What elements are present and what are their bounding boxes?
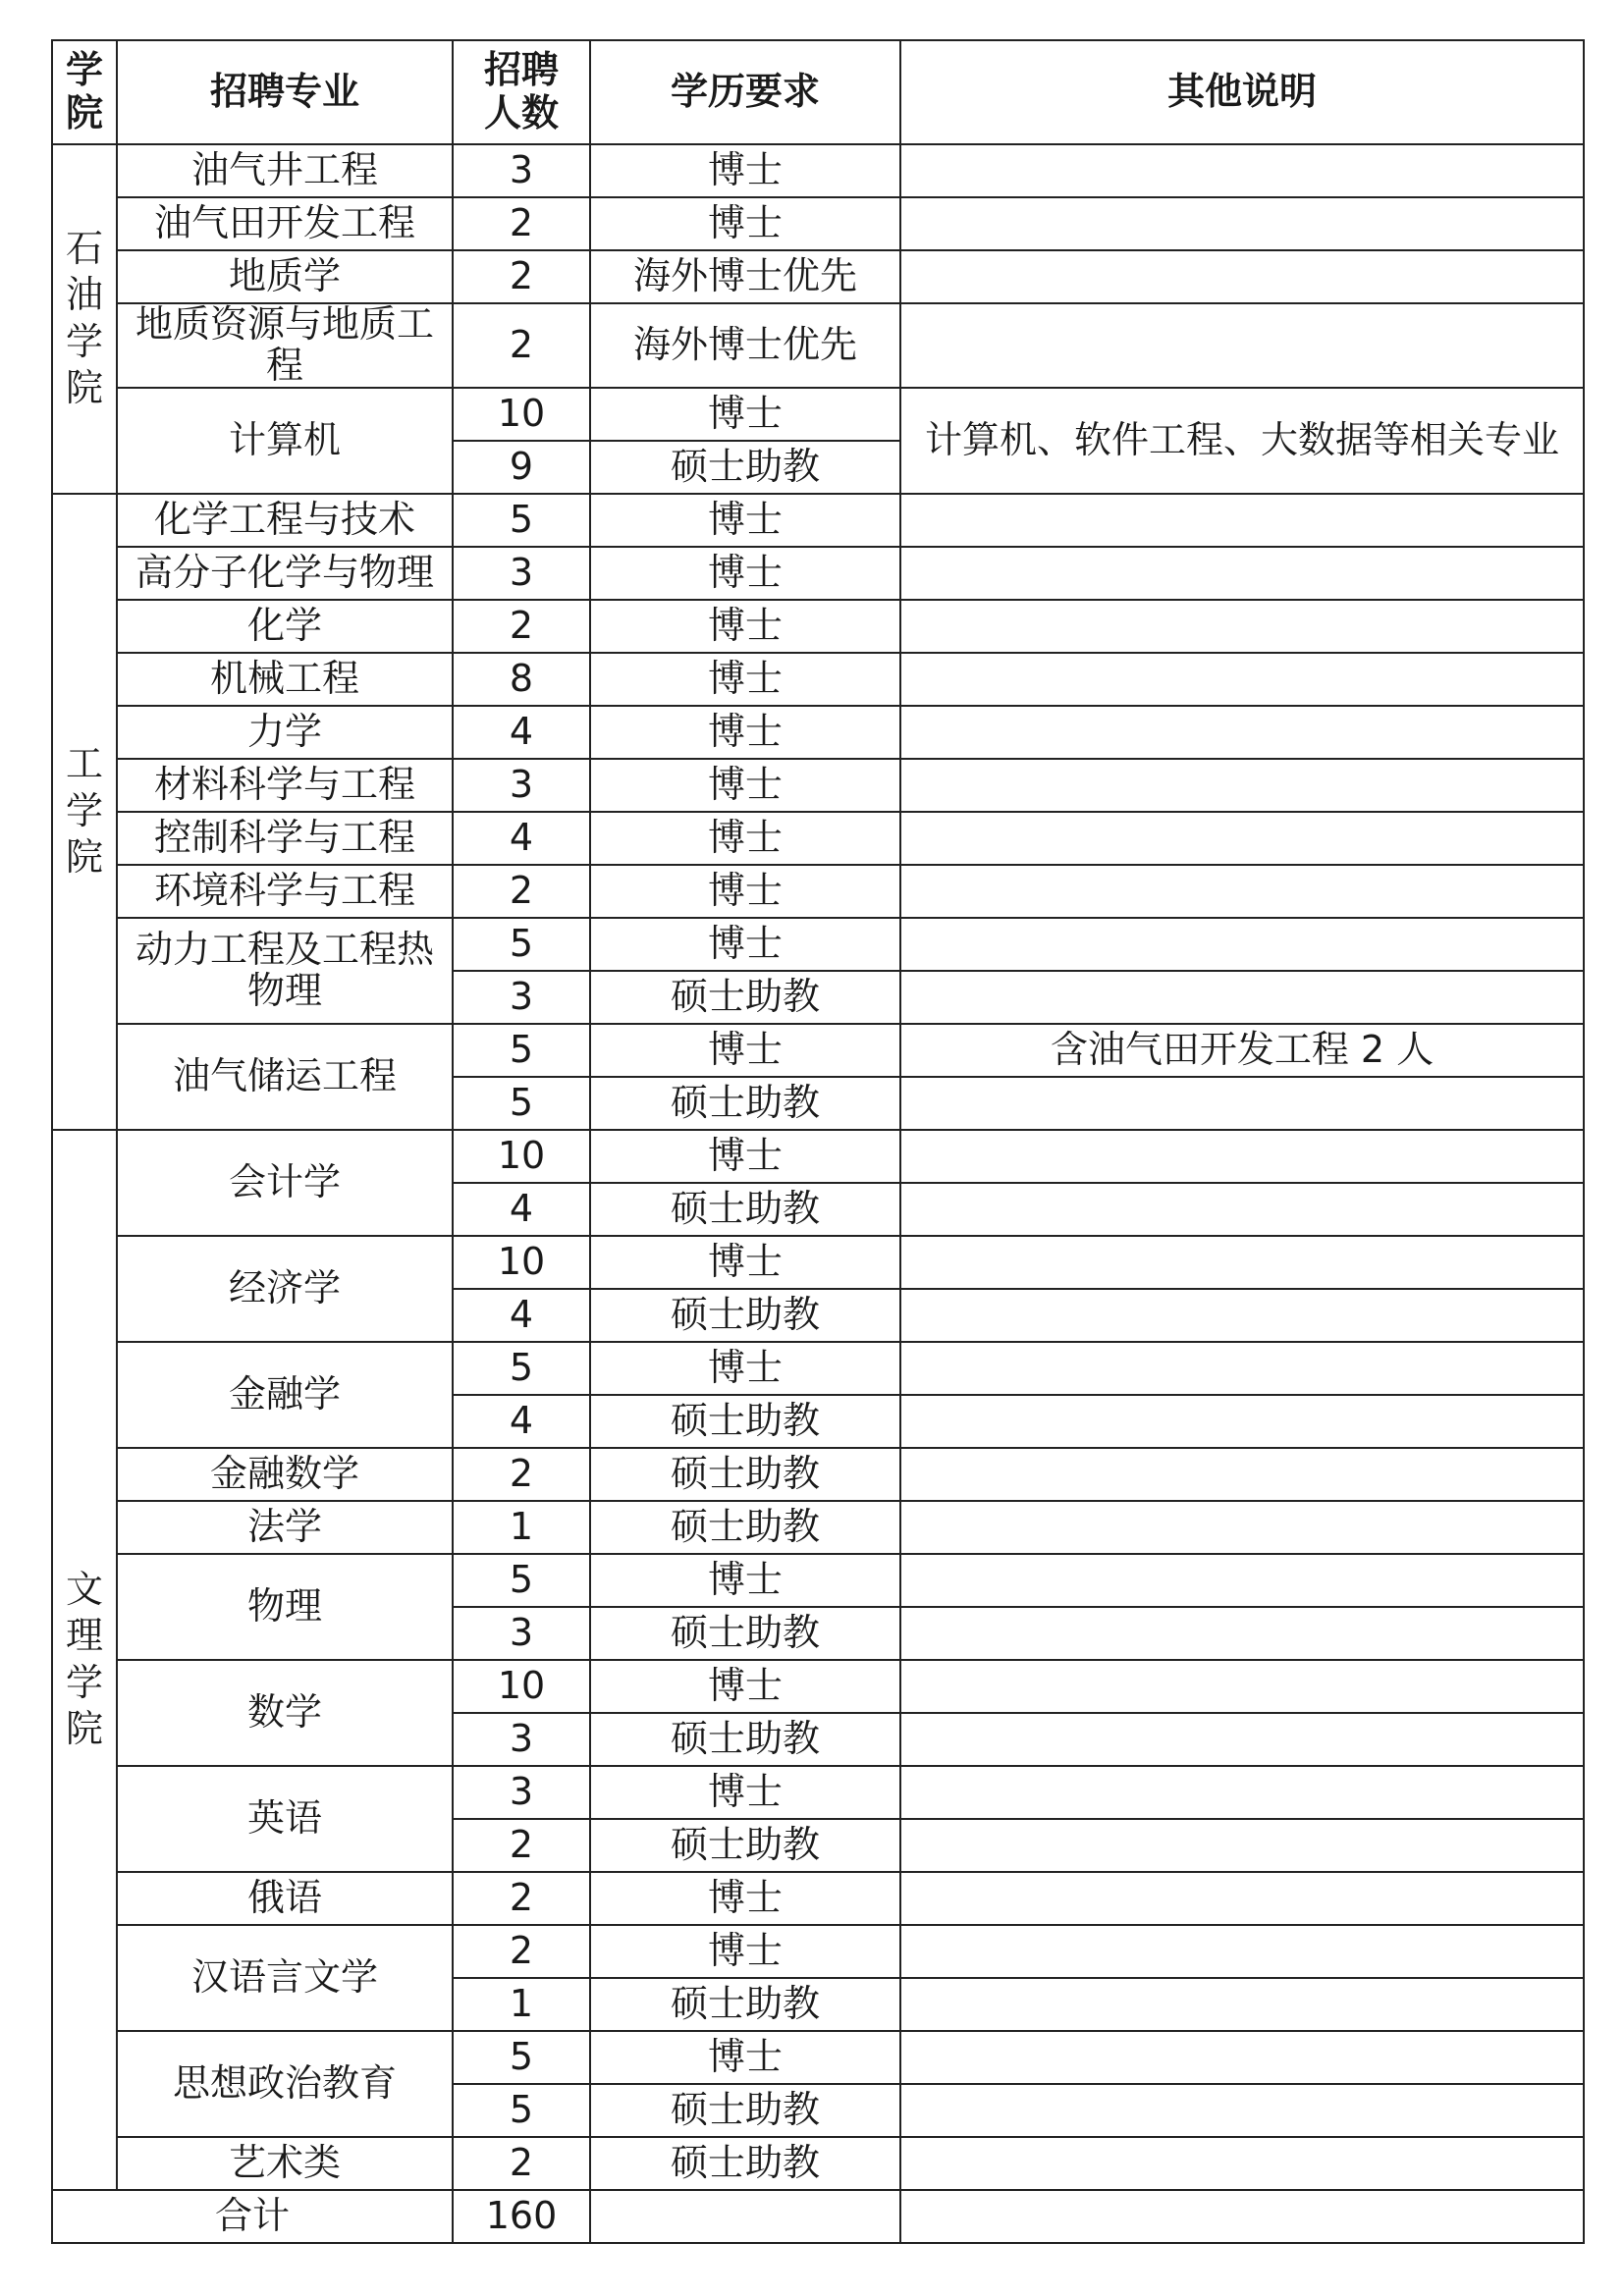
major-name: 金融数学 bbox=[117, 1448, 453, 1501]
college-name: 工学院 bbox=[52, 494, 117, 1130]
major-name: 经济学 bbox=[117, 1236, 453, 1342]
recruit-count: 5 bbox=[453, 494, 590, 547]
total-count: 160 bbox=[453, 2190, 590, 2243]
other-notes bbox=[900, 1342, 1584, 1395]
degree-requirement: 硕士助教 bbox=[590, 1395, 900, 1448]
other-notes: 含油气田开发工程 2 人 bbox=[900, 1024, 1584, 1077]
other-notes bbox=[900, 547, 1584, 600]
degree-requirement: 硕士助教 bbox=[590, 2084, 900, 2137]
table-row bbox=[52, 494, 1584, 547]
table-row bbox=[52, 1342, 1584, 1395]
recruit-count: 3 bbox=[453, 971, 590, 1024]
degree-requirement: 博士 bbox=[590, 918, 900, 971]
other-notes bbox=[900, 250, 1584, 303]
table-row bbox=[52, 653, 1584, 706]
other-notes bbox=[900, 1077, 1584, 1130]
recruit-count: 3 bbox=[453, 759, 590, 812]
table-row bbox=[52, 812, 1584, 865]
degree-requirement: 博士 bbox=[590, 1024, 900, 1077]
major-name: 控制科学与工程 bbox=[117, 812, 453, 865]
degree-requirement: 硕士助教 bbox=[590, 1448, 900, 1501]
table-row bbox=[52, 706, 1584, 759]
recruit-count: 2 bbox=[453, 1448, 590, 1501]
other-notes bbox=[900, 2084, 1584, 2137]
recruit-count: 5 bbox=[453, 1077, 590, 1130]
degree-requirement: 博士 bbox=[590, 1660, 900, 1713]
other-notes bbox=[900, 1183, 1584, 1236]
table-row bbox=[52, 759, 1584, 812]
degree-requirement: 博士 bbox=[590, 547, 900, 600]
other-notes bbox=[900, 1607, 1584, 1660]
table-row bbox=[52, 303, 1584, 388]
recruit-count: 2 bbox=[453, 303, 590, 388]
degree-requirement: 博士 bbox=[590, 1342, 900, 1395]
degree-requirement: 硕士助教 bbox=[590, 1607, 900, 1660]
other-notes bbox=[900, 1554, 1584, 1607]
recruit-count: 8 bbox=[453, 653, 590, 706]
recruit-count: 2 bbox=[453, 1819, 590, 1872]
other-notes bbox=[900, 1660, 1584, 1713]
degree-requirement: 博士 bbox=[590, 653, 900, 706]
table-row bbox=[52, 1766, 1584, 1819]
degree-requirement: 博士 bbox=[590, 865, 900, 918]
other-notes bbox=[900, 706, 1584, 759]
other-notes: 计算机、软件工程、大数据等相关专业 bbox=[900, 388, 1584, 494]
major-name: 俄语 bbox=[117, 1872, 453, 1925]
degree-requirement: 博士 bbox=[590, 1236, 900, 1289]
other-notes bbox=[900, 1236, 1584, 1289]
other-notes bbox=[900, 1448, 1584, 1501]
total-row bbox=[52, 2190, 1584, 2243]
recruit-count: 9 bbox=[453, 441, 590, 494]
major-name: 思想政治教育 bbox=[117, 2031, 453, 2137]
recruit-count: 5 bbox=[453, 2084, 590, 2137]
recruit-count: 2 bbox=[453, 2137, 590, 2190]
other-notes bbox=[900, 759, 1584, 812]
major-name: 油气储运工程 bbox=[117, 1024, 453, 1130]
table-row bbox=[52, 865, 1584, 918]
total-label: 合计 bbox=[52, 2190, 453, 2243]
recruit-count: 1 bbox=[453, 1501, 590, 1554]
other-notes bbox=[900, 653, 1584, 706]
major-name: 地质学 bbox=[117, 250, 453, 303]
other-notes bbox=[900, 1978, 1584, 2031]
degree-requirement: 海外博士优先 bbox=[590, 250, 900, 303]
major-name: 油气田开发工程 bbox=[117, 197, 453, 250]
table-row bbox=[52, 918, 1584, 971]
recruit-count: 4 bbox=[453, 1395, 590, 1448]
recruit-count: 5 bbox=[453, 2031, 590, 2084]
major-name: 法学 bbox=[117, 1501, 453, 1554]
table-header-row bbox=[52, 40, 1584, 144]
major-name: 化学工程与技术 bbox=[117, 494, 453, 547]
recruit-count: 2 bbox=[453, 1872, 590, 1925]
table-row bbox=[52, 1024, 1584, 1077]
major-name: 环境科学与工程 bbox=[117, 865, 453, 918]
recruit-count: 2 bbox=[453, 865, 590, 918]
other-notes bbox=[900, 1501, 1584, 1554]
degree-requirement: 硕士助教 bbox=[590, 2137, 900, 2190]
degree-requirement: 硕士助教 bbox=[590, 1183, 900, 1236]
other-notes bbox=[900, 1872, 1584, 1925]
degree-requirement: 博士 bbox=[590, 197, 900, 250]
other-notes bbox=[900, 971, 1584, 1024]
degree-requirement: 硕士助教 bbox=[590, 1501, 900, 1554]
major-name: 英语 bbox=[117, 1766, 453, 1872]
degree-requirement: 硕士助教 bbox=[590, 971, 900, 1024]
recruit-count: 3 bbox=[453, 1766, 590, 1819]
other-notes bbox=[900, 1925, 1584, 1978]
degree-requirement: 博士 bbox=[590, 1766, 900, 1819]
table-row bbox=[52, 1554, 1584, 1607]
other-notes bbox=[900, 918, 1584, 971]
major-name: 汉语言文学 bbox=[117, 1925, 453, 2031]
recruit-count: 10 bbox=[453, 1130, 590, 1183]
college-name: 文理学院 bbox=[52, 1130, 117, 2190]
recruit-count: 2 bbox=[453, 197, 590, 250]
degree-requirement: 博士 bbox=[590, 1872, 900, 1925]
other-notes bbox=[900, 600, 1584, 653]
table-row bbox=[52, 1501, 1584, 1554]
recruit-count: 4 bbox=[453, 1183, 590, 1236]
degree-requirement: 硕士助教 bbox=[590, 1077, 900, 1130]
degree-requirement: 博士 bbox=[590, 2031, 900, 2084]
other-notes bbox=[900, 494, 1584, 547]
recruit-count: 3 bbox=[453, 1713, 590, 1766]
total-degree-empty bbox=[590, 2190, 900, 2243]
degree-requirement: 硕士助教 bbox=[590, 1713, 900, 1766]
recruit-count: 4 bbox=[453, 1289, 590, 1342]
major-name: 地质资源与地质工程 bbox=[117, 303, 453, 388]
degree-requirement: 海外博士优先 bbox=[590, 303, 900, 388]
other-notes bbox=[900, 1289, 1584, 1342]
other-notes bbox=[900, 1130, 1584, 1183]
other-notes bbox=[900, 1819, 1584, 1872]
major-name: 会计学 bbox=[117, 1130, 453, 1236]
table-row bbox=[52, 1448, 1584, 1501]
recruit-count: 4 bbox=[453, 706, 590, 759]
recruit-count: 5 bbox=[453, 1342, 590, 1395]
major-name: 物理 bbox=[117, 1554, 453, 1660]
recruit-count: 3 bbox=[453, 1607, 590, 1660]
recruit-count: 3 bbox=[453, 547, 590, 600]
major-name: 材料科学与工程 bbox=[117, 759, 453, 812]
table-row bbox=[52, 1660, 1584, 1713]
other-notes bbox=[900, 812, 1584, 865]
major-name: 高分子化学与物理 bbox=[117, 547, 453, 600]
header-major: 招聘专业 bbox=[117, 40, 453, 144]
table-row bbox=[52, 547, 1584, 600]
degree-requirement: 硕士助教 bbox=[590, 1819, 900, 1872]
recruit-count: 5 bbox=[453, 918, 590, 971]
recruit-count: 2 bbox=[453, 1925, 590, 1978]
other-notes bbox=[900, 2137, 1584, 2190]
degree-requirement: 博士 bbox=[590, 600, 900, 653]
table-row bbox=[52, 2137, 1584, 2190]
header-college: 学院 bbox=[52, 40, 117, 144]
major-name: 计算机 bbox=[117, 388, 453, 494]
recruit-count: 3 bbox=[453, 144, 590, 197]
major-name: 力学 bbox=[117, 706, 453, 759]
recruitment-table bbox=[51, 39, 1585, 2244]
other-notes bbox=[900, 865, 1584, 918]
recruit-count: 2 bbox=[453, 600, 590, 653]
recruit-count: 10 bbox=[453, 1236, 590, 1289]
table-row bbox=[52, 2031, 1584, 2084]
major-name: 机械工程 bbox=[117, 653, 453, 706]
major-name: 数学 bbox=[117, 1660, 453, 1766]
major-name: 金融学 bbox=[117, 1342, 453, 1448]
table-row bbox=[52, 1925, 1584, 1978]
college-name: 石油学院 bbox=[52, 144, 117, 494]
recruit-count: 10 bbox=[453, 388, 590, 441]
degree-requirement: 硕士助教 bbox=[590, 1289, 900, 1342]
header-notes: 其他说明 bbox=[900, 40, 1584, 144]
degree-requirement: 博士 bbox=[590, 812, 900, 865]
table-row bbox=[52, 1236, 1584, 1289]
recruit-count: 10 bbox=[453, 1660, 590, 1713]
table-row bbox=[52, 388, 1584, 441]
table-row bbox=[52, 1130, 1584, 1183]
table-body bbox=[52, 144, 1584, 2190]
major-name: 动力工程及工程热物理 bbox=[117, 918, 453, 1024]
recruit-count: 1 bbox=[453, 1978, 590, 2031]
recruit-count: 4 bbox=[453, 812, 590, 865]
major-name: 油气井工程 bbox=[117, 144, 453, 197]
other-notes bbox=[900, 144, 1584, 197]
other-notes bbox=[900, 1766, 1584, 1819]
table-row bbox=[52, 197, 1584, 250]
degree-requirement: 博士 bbox=[590, 1554, 900, 1607]
table-row bbox=[52, 600, 1584, 653]
other-notes bbox=[900, 2031, 1584, 2084]
other-notes bbox=[900, 1713, 1584, 1766]
degree-requirement: 硕士助教 bbox=[590, 1978, 900, 2031]
recruit-count: 5 bbox=[453, 1024, 590, 1077]
recruit-count: 5 bbox=[453, 1554, 590, 1607]
table-row bbox=[52, 1872, 1584, 1925]
degree-requirement: 博士 bbox=[590, 494, 900, 547]
degree-requirement: 博士 bbox=[590, 144, 900, 197]
degree-requirement: 硕士助教 bbox=[590, 441, 900, 494]
table-row bbox=[52, 250, 1584, 303]
degree-requirement: 博士 bbox=[590, 706, 900, 759]
table-row bbox=[52, 144, 1584, 197]
recruit-count: 2 bbox=[453, 250, 590, 303]
degree-requirement: 博士 bbox=[590, 759, 900, 812]
degree-requirement: 博士 bbox=[590, 388, 900, 441]
major-name: 艺术类 bbox=[117, 2137, 453, 2190]
total-notes-empty bbox=[900, 2190, 1584, 2243]
degree-requirement: 博士 bbox=[590, 1925, 900, 1978]
other-notes bbox=[900, 1395, 1584, 1448]
other-notes bbox=[900, 303, 1584, 388]
header-count: 招聘人数 bbox=[453, 40, 590, 144]
major-name: 化学 bbox=[117, 600, 453, 653]
header-degree: 学历要求 bbox=[590, 40, 900, 144]
degree-requirement: 博士 bbox=[590, 1130, 900, 1183]
other-notes bbox=[900, 197, 1584, 250]
